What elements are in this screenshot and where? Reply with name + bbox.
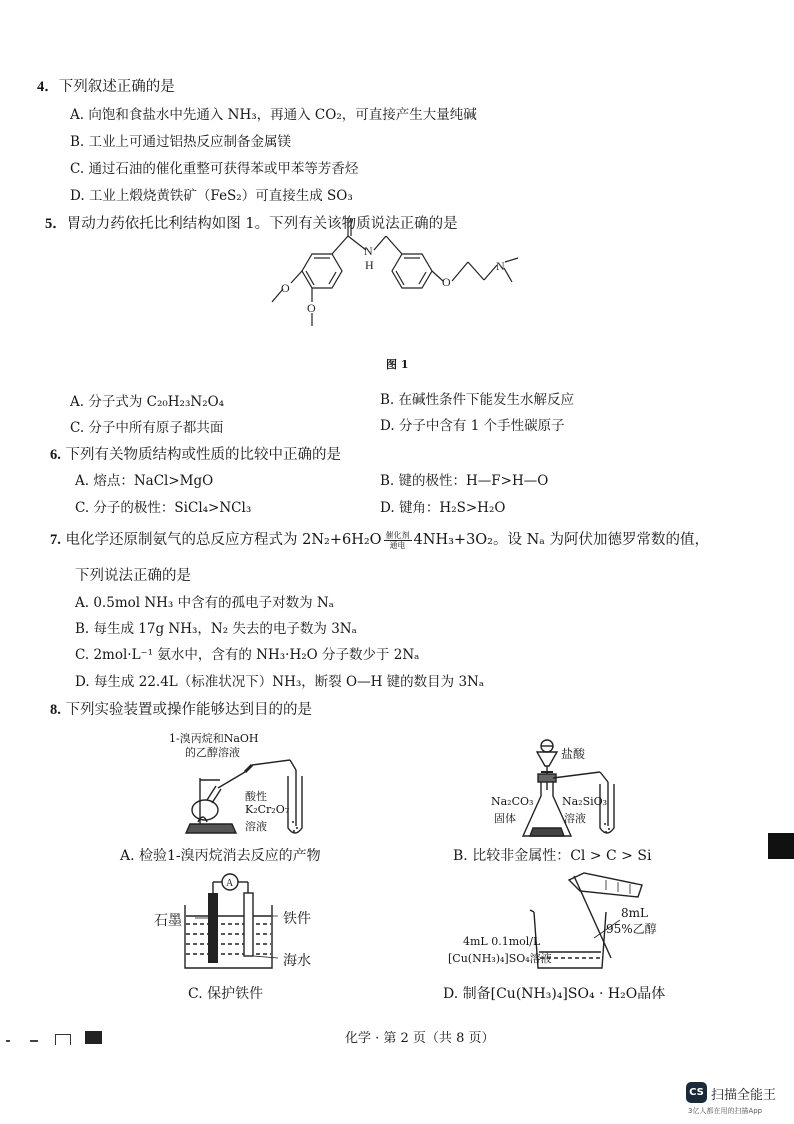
methoxy-oxygen-label-2: O: [307, 301, 316, 315]
scan-mark: [30, 1040, 38, 1042]
fig-a-label-r2: K₂Cr₂O₇: [245, 803, 290, 816]
q5-option-c: C. 分子中所有原子都共面: [70, 420, 224, 436]
fig-d-label-r1: 8mL: [621, 906, 648, 920]
reaction-condition: $\frac{\text{催化剂}}{\text{通电}}$: [385, 530, 410, 550]
q4-option-c: C. 通过石油的催化重整可获得苯或甲苯等芳香烃: [70, 161, 359, 177]
q5-option-d: D. 分子中含有 1 个手性碳原子: [380, 418, 565, 434]
fig-b-label-r1: Na₂SiO₃: [562, 795, 608, 808]
camscanner-logo-icon: CS: [686, 1082, 707, 1103]
q7-option-a: A. 0.5mol NH₃ 中含有的孤电子对数为 Nₐ: [75, 595, 334, 611]
fig-a-label-r3: 溶液: [245, 820, 267, 833]
scan-mark: [6, 1040, 10, 1042]
q5-option-a: A. 分子式为 C₂₀H₂₃N₂O₄: [70, 394, 225, 410]
q6-option-d: D. 键角：H₂S>H₂O: [380, 500, 506, 516]
q6-stem: 6. 下列有关物质结构或性质的比较中正确的是: [50, 447, 341, 463]
q6-option-b: B. 键的极性：H—F>H—O: [380, 473, 549, 489]
fig-d-label-l1: 4mL 0.1mol/L: [463, 935, 541, 948]
ammeter-label: A: [226, 878, 234, 889]
scan-mark: [85, 1031, 102, 1044]
fig-d-label-r2: 95%乙醇: [606, 922, 657, 936]
nh-hydrogen-label: H: [365, 258, 374, 272]
q4-option-b: B. 工业上可通过铝热反应制备金属镁: [70, 134, 292, 150]
fig-a-caption: A. 检验1-溴丙烷消去反应的产物: [120, 848, 321, 864]
fig-c-label-seawater: 海水: [283, 953, 311, 969]
q4-stem: 4．下列叙述正确的是: [37, 79, 175, 95]
fig-b-label-l1: Na₂CO₃: [491, 795, 534, 808]
fig-c-label-iron: 铁件: [283, 911, 311, 927]
q7-stem: 7. 电化学还原制氨气的总反应方程式为 2N₂+6H₂O $\frac{\text{催化剂}}{\text{通电}}$ 4NH₃+3O₂。设 Nₐ 为阿伏加德罗常数的值，: [50, 530, 709, 550]
camscanner-tagline: 3亿人都在用的扫描App: [688, 1107, 763, 1115]
q4-option-d: D. 工业上煅烧黄铁矿（FeS₂）可直接生成 SO₃: [70, 188, 353, 204]
fig-b-label-r2: 溶液: [564, 812, 586, 825]
page-edge-tab: [768, 833, 794, 859]
nh-nitrogen-label: N: [364, 244, 373, 258]
scan-mark: [55, 1034, 71, 1045]
fig-b-caption: B. 比较非金属性：Cl > C > Si: [453, 848, 652, 864]
figure-1-caption: 图 1: [386, 358, 409, 371]
q4-option-a: A. 向饱和食盐水中先通入 NH₃，再通入 CO₂，可直接产生大量纯碱: [70, 107, 477, 123]
fig-d-caption: D. 制备[Cu(NH₃)₄]SO₄ · H₂O晶体: [443, 986, 666, 1002]
fig-a-label-top1: 1-溴丙烷和NaOH: [169, 732, 259, 745]
q8-stem: 8. 下列实验装置或操作能够达到目的的是: [50, 702, 312, 718]
fig-a-label-top2: 的乙醇溶液: [185, 746, 240, 759]
q7-stem-line2: 下列说法正确的是: [75, 568, 191, 584]
ether-oxygen-label: O: [442, 275, 451, 289]
fig-c-label-graphite: 石墨: [154, 913, 182, 929]
q7-option-c: C. 2mol·L⁻¹ 氨水中，含有的 NH₃·H₂O 分子数少于 2Nₐ: [75, 647, 420, 663]
q7-option-b: B. 每生成 17g NH₃，N₂ 失去的电子数为 3Nₐ: [75, 621, 357, 637]
fig-a-label-r1: 酸性: [245, 790, 267, 803]
fig-d-label-l2: [Cu(NH₃)₄]SO₄溶液: [448, 952, 552, 965]
q6-option-c: C. 分子的极性：SiCl₄>NCl₃: [75, 500, 252, 516]
camscanner-name: 扫描全能王: [711, 1088, 777, 1103]
fig-b-label-l2: 固体: [494, 812, 516, 825]
q5-stem: 5．胃动力药依托比利结构如图 1。下列有关该物质说法正确的是: [45, 216, 458, 232]
q7-option-d: D. 每生成 22.4L（标准状况下）NH₃，断裂 O—H 键的数目为 3Nₐ: [75, 674, 485, 690]
methoxy-oxygen-label: O: [281, 281, 290, 295]
fig-c-caption: C. 保护铁件: [188, 986, 264, 1002]
q5-option-b: B. 在碱性条件下能发生水解反应: [380, 392, 575, 408]
fig-b-label-acid: 盐酸: [561, 747, 586, 761]
q6-option-a: A. 熔点：NaCl>MgO: [75, 473, 214, 489]
page-footer: 化学 · 第 2 页（共 8 页）: [345, 1031, 495, 1046]
amine-nitrogen-label: N: [496, 259, 505, 273]
